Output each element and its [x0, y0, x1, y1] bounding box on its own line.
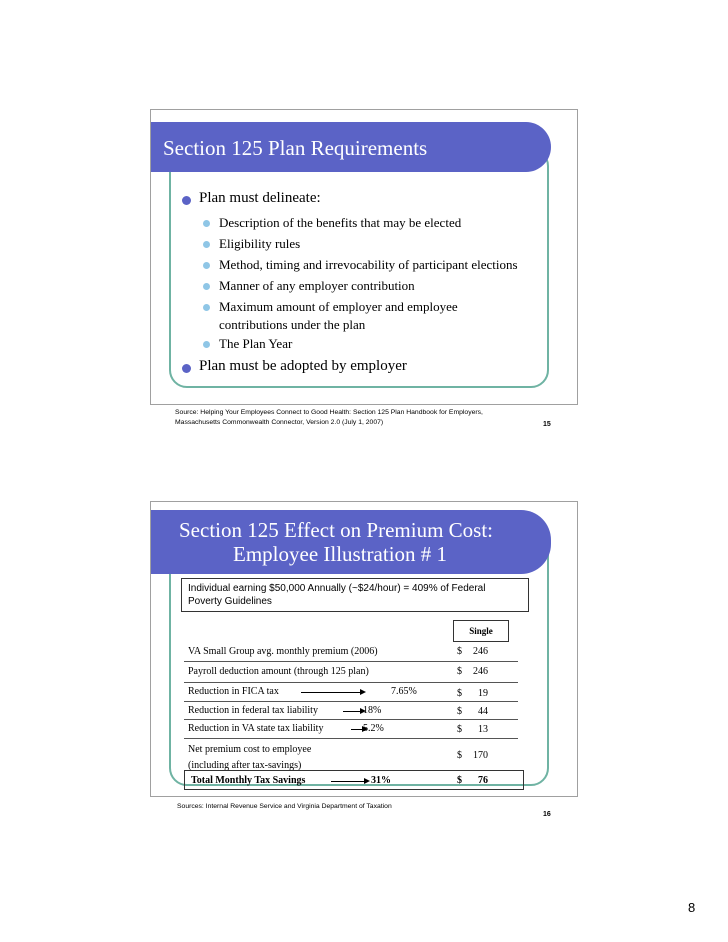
bullet-plan-delineate: Plan must delineate: — [199, 190, 321, 206]
sub-bullet-dot-icon — [203, 304, 210, 311]
dollar-sign: $ — [457, 666, 462, 677]
dollar-sign: $ — [457, 750, 462, 761]
dollar-sign: $ — [457, 688, 462, 699]
arrow-right-icon — [331, 781, 365, 782]
table-row-label: Payroll deduction amount (through 125 plan) — [188, 666, 369, 677]
total-label: Total Monthly Tax Savings — [191, 775, 306, 786]
sub-bullet-dot-icon — [203, 262, 210, 269]
dollar-sign: $ — [457, 646, 462, 657]
earning-info-box: Individual earning $50,000 Annually (~$24/hour) = 409% of Federal Poverty Guidelines — [181, 578, 529, 612]
sub-bullet-dot-icon — [203, 241, 210, 248]
table-row-label: VA Small Group avg. monthly premium (2006) — [188, 646, 378, 657]
sub-item: Method, timing and irrevocability of participant elections — [219, 257, 518, 272]
sub-item-continued: contributions under the plan — [219, 317, 366, 332]
sub-bullet-dot-icon — [203, 341, 210, 348]
sub-item: Eligibility rules — [219, 236, 301, 251]
row-percent: 5.2% — [363, 723, 384, 734]
arrow-right-icon — [351, 729, 363, 730]
sub-bullet-dot-icon — [203, 220, 210, 227]
slide-15 — [150, 109, 578, 428]
title-bar — [151, 510, 551, 574]
bullet-dot-icon — [182, 196, 191, 205]
table-row-label: Reduction in VA state tax liability — [188, 723, 324, 734]
slide-15-frame — [151, 110, 682, 428]
row-amount: 44 — [478, 706, 488, 717]
bullet-dot-icon — [182, 364, 191, 373]
row-amount: 13 — [478, 724, 488, 735]
column-header-single: Single — [453, 620, 509, 642]
dollar-sign: $ — [457, 706, 462, 717]
source-note: Source: Helping Your Employees Connect to Good Health: Section 125 Plan Handbook for Employers, Massachusetts Commonwealth Connector, Version 2.0 (July 1, 2007) — [175, 409, 483, 426]
page-number: 8 — [688, 900, 696, 915]
bullet-adopted: Plan must be adopted by employer — [199, 358, 407, 374]
row-percent: 7.65% — [391, 686, 417, 697]
slide-title-line2: Employee Illustration # 1 — [233, 542, 448, 566]
slide-16 — [150, 501, 578, 818]
sub-item: Description of the benefits that may be elected — [219, 215, 462, 230]
row-percent: 18% — [363, 705, 382, 716]
slide-title-line1: Section 125 Effect on Premium Cost: — [179, 518, 493, 542]
row-amount: 246 — [473, 646, 488, 657]
title-bar — [151, 122, 551, 172]
source-note: Sources: Internal Revenue Service and Virginia Department of Taxation — [177, 803, 392, 810]
arrow-right-icon — [343, 711, 361, 712]
slide-number: 15 — [543, 421, 551, 428]
sub-item: Maximum amount of employer and employee — [219, 299, 458, 314]
row-divider — [184, 738, 518, 739]
slide-title: Section 125 Plan Requirements — [163, 136, 428, 160]
sub-item: Manner of any employer contribution — [219, 278, 415, 293]
row-divider — [184, 682, 518, 683]
total-amount: 76 — [478, 775, 488, 786]
row-divider — [184, 701, 518, 702]
net-amount: 170 — [473, 750, 488, 761]
dollar-sign: $ — [457, 724, 462, 735]
total-percent: 31% — [371, 775, 391, 786]
table-row-label: Reduction in FICA tax — [188, 686, 279, 697]
net-premium-label: Net premium cost to employee (including after tax-savings) — [188, 744, 312, 771]
row-divider — [184, 661, 518, 662]
row-amount: 19 — [478, 688, 488, 699]
dollar-sign: $ — [457, 775, 462, 786]
row-amount: 246 — [473, 666, 488, 677]
table-row-label: Reduction in federal tax liability — [188, 705, 318, 716]
sub-bullet-dot-icon — [203, 283, 210, 290]
slide-16-frame — [151, 502, 682, 818]
slide-number: 16 — [543, 811, 551, 818]
sub-item: The Plan Year — [219, 336, 293, 351]
row-divider — [184, 719, 518, 720]
arrow-right-icon — [301, 692, 361, 693]
